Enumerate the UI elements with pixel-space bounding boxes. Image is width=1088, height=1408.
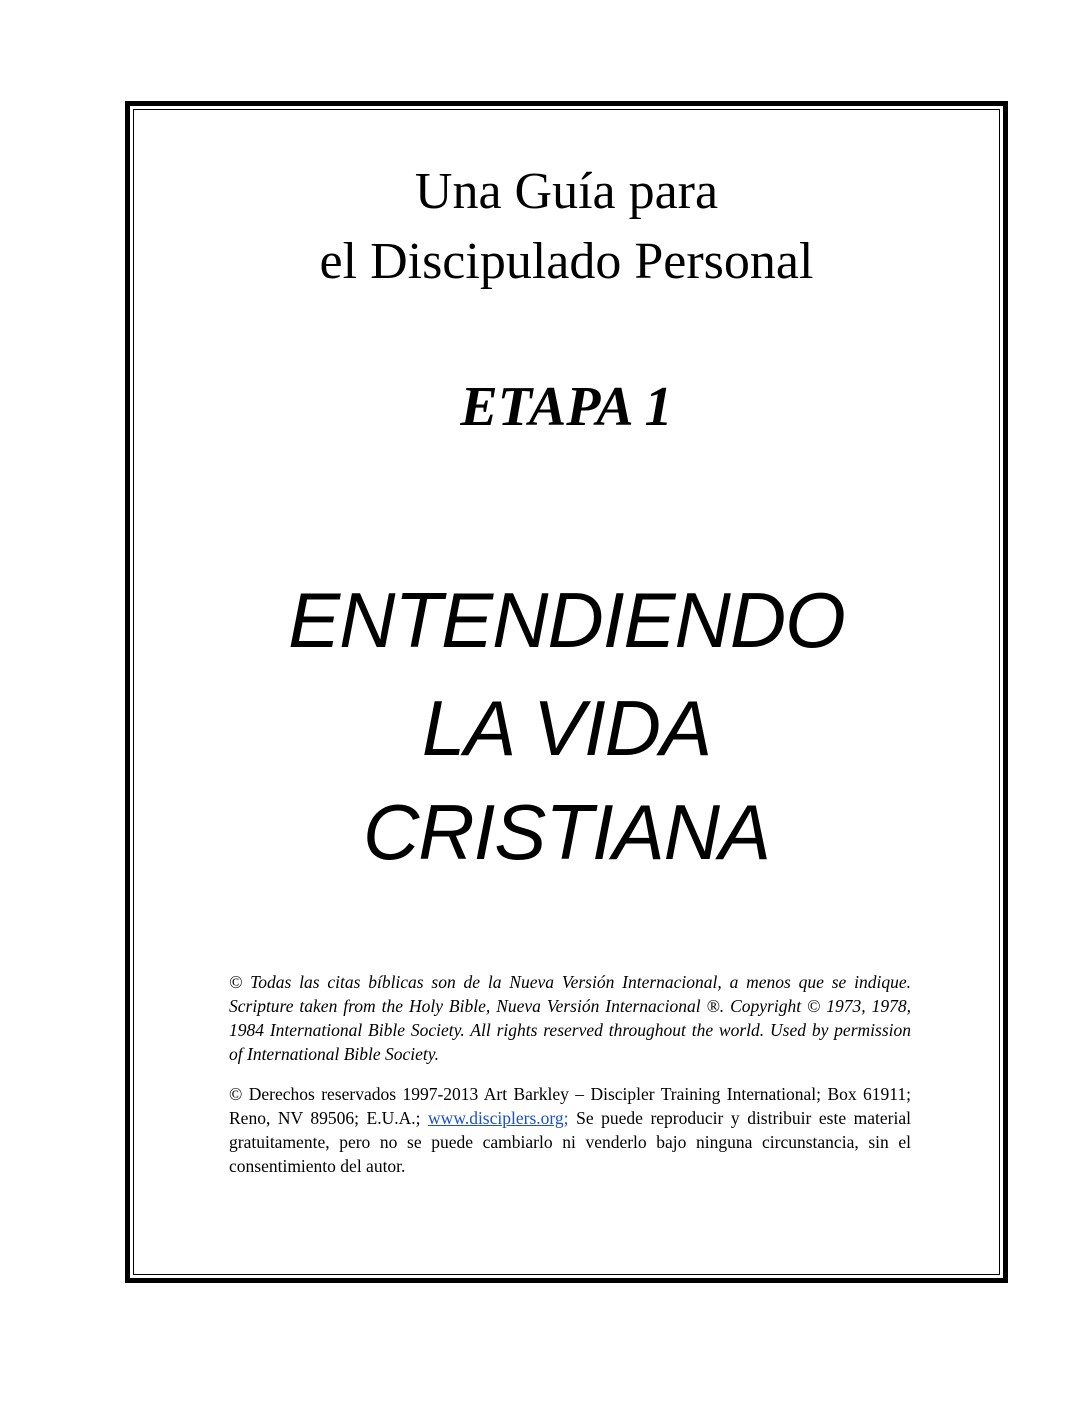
main-title-line-3: CRISTIANA <box>362 788 771 876</box>
copyright-notice <box>229 1082 911 1178</box>
copyright-text-start: © Derechos reservados 1997-2013 Art Barkley – Discipler Training International; Box 61911; Reno, NV 89506; E.U.A.; <box>229 1084 911 1128</box>
main-title-line-1: ENTENDIENDO <box>288 576 845 664</box>
website-link[interactable]: www.disciplers.org; <box>428 1108 569 1128</box>
main-title-line-2: LA VIDA <box>421 684 712 772</box>
copyright-text-end: Se puede reproducir y distribuir este material gratuitamente, pero no se puede cambiarlo ni venderlo bajo ninguna circunstancia, sin el consentimiento del autor. <box>229 1108 911 1176</box>
scripture-notice: © Todas las citas bíblicas son de la Nueva Versión Internacional, a menos que se indique. Scripture taken from the Holy Bible, Nueva Versión Internacional ®. Copyright © 1973, 1978, 1984 International Bible Society. All rights reserved throughout the world. Used by permission of International Bible Society. <box>229 972 911 1064</box>
title-line-1: Una Guía para <box>414 163 719 220</box>
title-line-2: el Discipulado Personal <box>319 233 814 290</box>
stage-heading: ETAPA 1 <box>460 376 673 438</box>
